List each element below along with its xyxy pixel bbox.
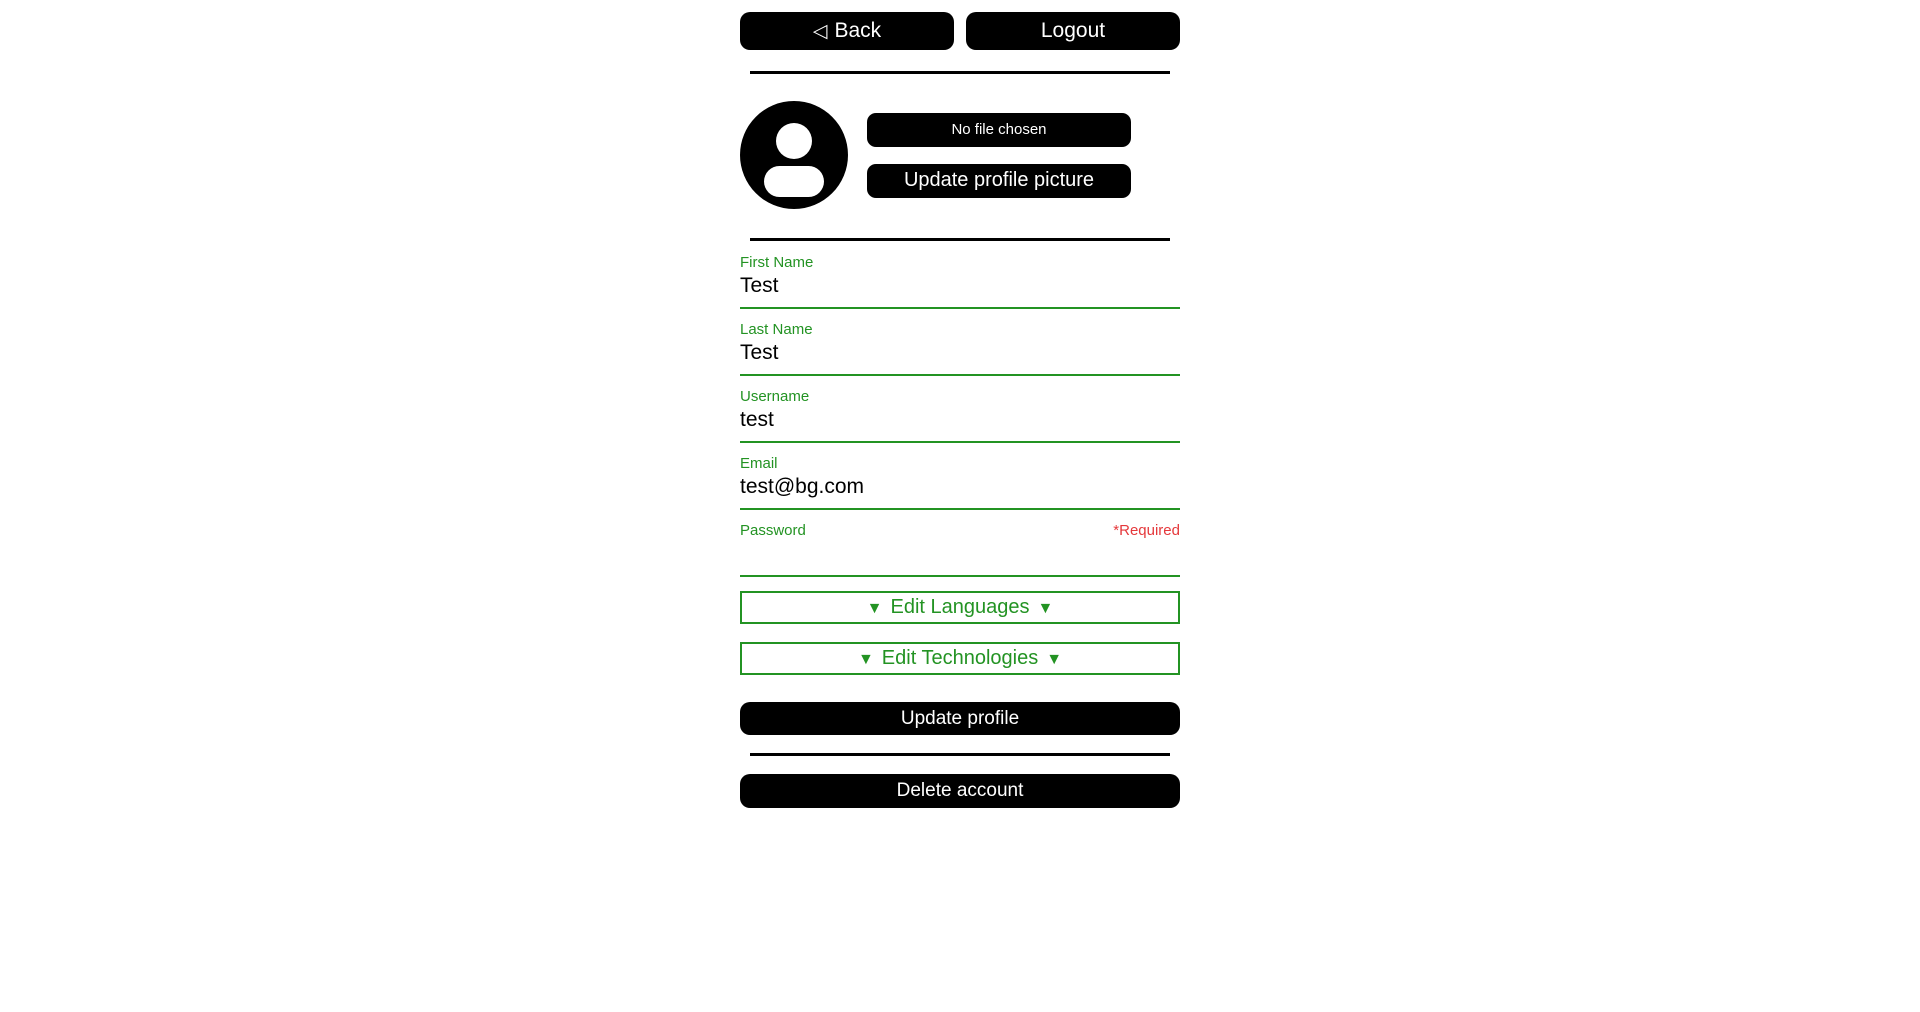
divider [750, 238, 1170, 241]
email-label: Email [740, 455, 778, 472]
divider [750, 71, 1170, 74]
profile-edit-page [740, 0, 1180, 808]
first-name-input[interactable] [740, 271, 1180, 309]
password-field [740, 522, 1180, 577]
last-name-label: Last Name [740, 321, 813, 338]
required-note: *Required [1113, 522, 1180, 539]
chevron-down-icon: ▼ [857, 651, 874, 668]
update-profile-button[interactable]: Update profile [740, 702, 1180, 735]
update-profile-picture-button[interactable]: Update profile picture [867, 164, 1131, 198]
last-name-input[interactable] [740, 338, 1180, 376]
edit-languages-button[interactable] [740, 591, 1180, 624]
edit-languages-label: Edit Languages [890, 596, 1030, 618]
divider [750, 753, 1170, 756]
picture-buttons [867, 113, 1131, 198]
first-name-field [740, 254, 1180, 309]
delete-account-button[interactable]: Delete account [740, 774, 1180, 808]
profile-picture-section [740, 101, 1180, 209]
chevron-down-icon: ▼ [866, 600, 883, 617]
top-button-row [740, 12, 1180, 50]
back-arrow-icon: ◁ [812, 21, 828, 42]
password-label: Password [740, 522, 806, 539]
password-input[interactable] [740, 539, 1180, 577]
first-name-label: First Name [740, 254, 814, 271]
back-button[interactable] [740, 12, 954, 50]
edit-technologies-label: Edit Technologies [881, 647, 1039, 669]
username-label: Username [740, 388, 810, 405]
password-label-row [740, 522, 1180, 539]
edit-technologies-button[interactable] [740, 642, 1180, 675]
email-field [740, 455, 1180, 510]
user-avatar-icon [740, 101, 848, 209]
file-chooser-button[interactable]: No file chosen [867, 113, 1131, 147]
back-button-label: Back [834, 19, 882, 42]
chevron-down-icon: ▼ [1046, 651, 1063, 668]
profile-form [740, 254, 1180, 735]
chevron-down-icon: ▼ [1037, 600, 1054, 617]
email-input[interactable] [740, 472, 1180, 510]
username-field [740, 388, 1180, 443]
logout-button[interactable]: Logout [966, 12, 1180, 50]
last-name-field [740, 321, 1180, 376]
username-input[interactable] [740, 405, 1180, 443]
